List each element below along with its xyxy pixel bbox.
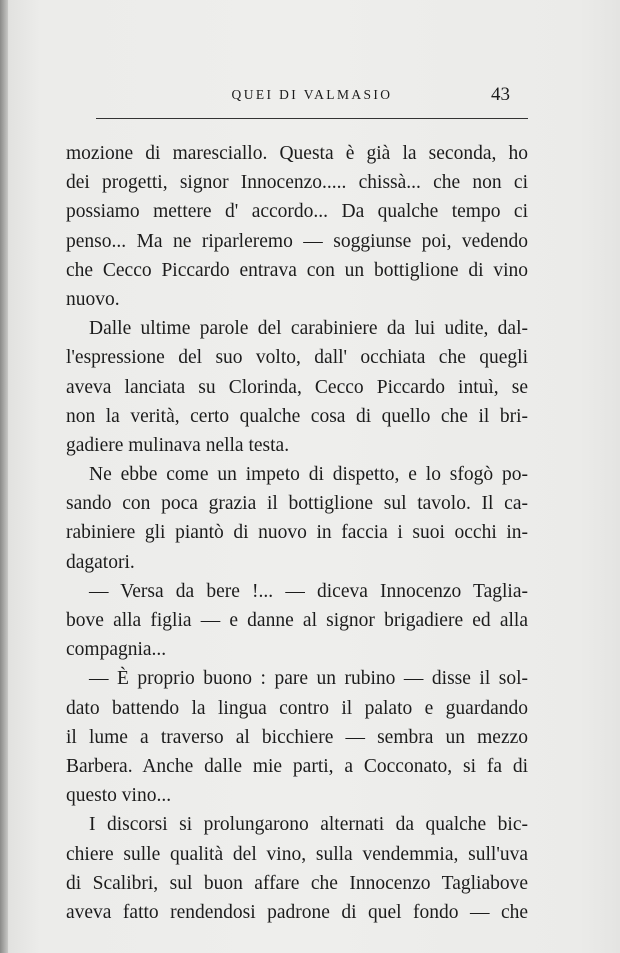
running-title: QUEI DI VALMASIO [231, 87, 393, 102]
text-line: Barbera. Anche dalle mie parti, a Cocconato, si fa di [66, 755, 528, 777]
running-header [96, 84, 528, 108]
text-line: rabiniere gli piantò di nuovo in faccia i suoi occhi in- [66, 522, 528, 544]
text-line: possiamo mettere d' accordo... Da qualche tempo ci [66, 201, 528, 223]
page-number: 43 [491, 84, 510, 105]
text-line: Dalle ultime parole del carabiniere da lui udite, dal- [89, 318, 528, 340]
text-line: gadiere mulinava nella testa. [66, 434, 290, 456]
body-text [66, 139, 528, 927]
text-line: dei progetti, signor Innocenzo..... chissà... che non ci [66, 172, 528, 194]
text-line: questo vino... [66, 785, 172, 807]
text-line: dato battendo la lingua contro il palato e guardando [66, 697, 528, 719]
text-line: — Versa da bere !... — diceva Innocenzo Taglia- [89, 580, 528, 602]
text-line: aveva lanciata su Clorinda, Cecco Piccardo intuì, se [66, 376, 528, 398]
page-spine-shadow [0, 0, 8, 953]
text-line: l'espressione del suo volto, dall' occhiata che quegli [66, 347, 528, 369]
text-line: — È proprio buono : pare un rubino — disse il sol- [89, 668, 528, 690]
text-line: penso... Ma ne riparleremo — soggiunse poi, vedendo [66, 230, 528, 252]
text-line: che Cecco Piccardo entrava con un bottiglione di vino [66, 259, 528, 281]
text-line: bove alla figlia — e danne al signor brigadiere ed alla [66, 610, 528, 631]
text-line: il lume a traverso al bicchiere — sembra un mezzo [66, 726, 528, 748]
text-line: nuovo. [66, 288, 120, 310]
text-line: dagatori. [66, 551, 135, 573]
text-line: aveva fatto rendendosi padrone di quel fondo — che [66, 901, 528, 923]
text-line: Ne ebbe come un impeto di dispetto, e lo sfogò po- [89, 464, 528, 486]
text-line: sando con poca grazia il bottiglione sul tavolo. Il ca- [66, 493, 528, 515]
text-line: mozione di maresciallo. Questa è già la seconda, ho [66, 143, 528, 164]
text-line: I discorsi si prolungarono alternati da qualche bic- [89, 814, 528, 836]
text-line: compagnia... [66, 639, 167, 661]
text-line: di Scalibri, sul buon affare che Innocenzo Tagliabove [66, 872, 528, 894]
text-line: non la verità, certo qualche cosa di quello che il bri- [66, 405, 528, 427]
header-rule [96, 118, 528, 119]
text-line: chiere sulle qualità del vino, sulla vendemmia, sull'uva [66, 843, 528, 865]
